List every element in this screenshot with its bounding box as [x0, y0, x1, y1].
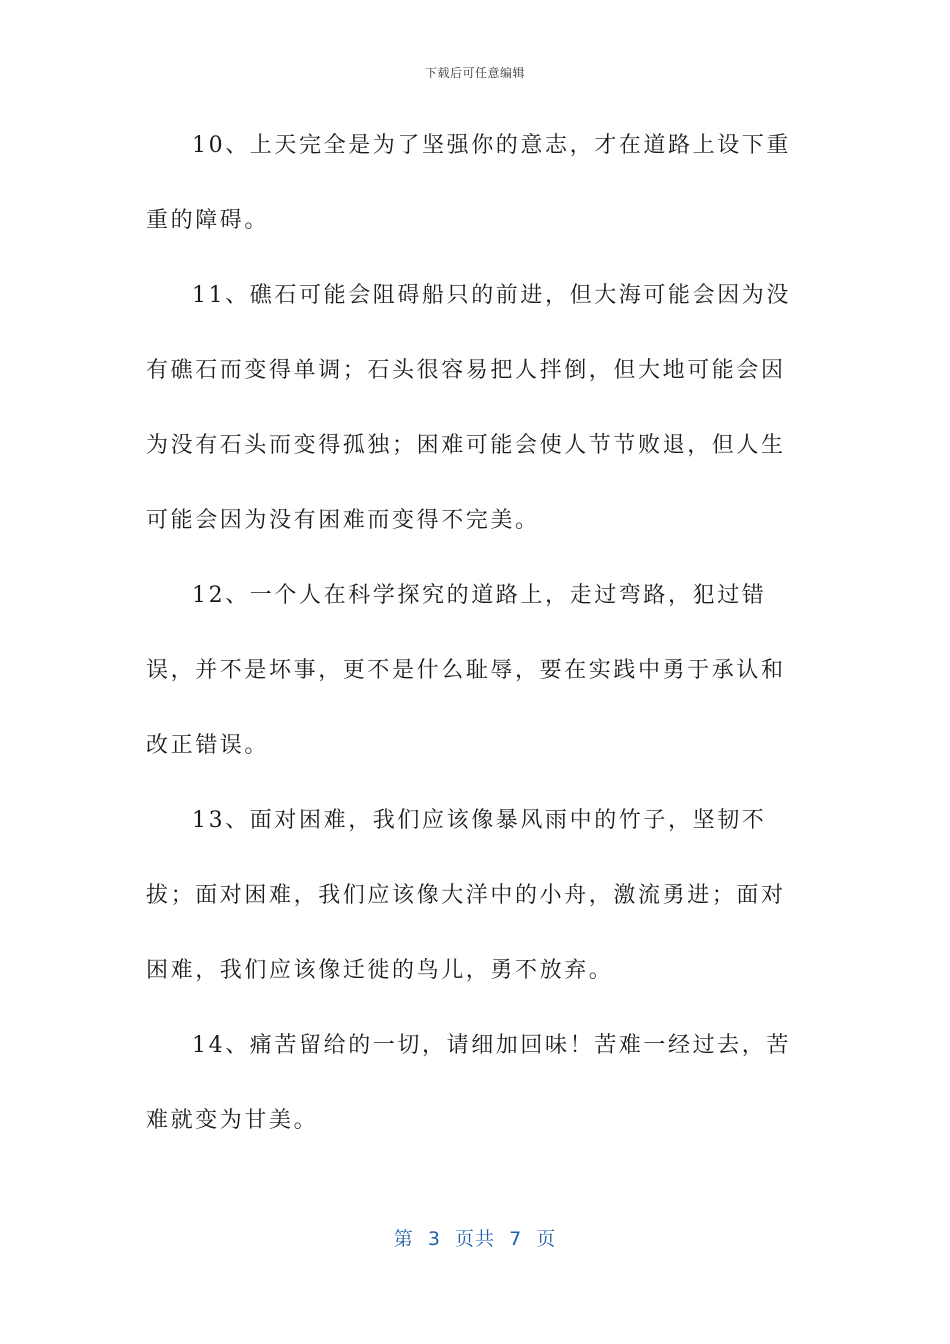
paragraph-10: 10、上天完全是为了坚强你的意志，才在道路上设下重重的障碍。 [146, 133, 791, 233]
paragraph-13: 13、面对困难，我们应该像暴风雨中的竹子，坚韧不拔；面对困难，我们应该像大洋中的小舟，激流勇进；面对困难，我们应该像迁徙的鸟儿，勇不放弃。 [146, 808, 786, 983]
paragraph-12: 12、一个人在科学探究的道路上，走过弯路，犯过错误，并不是坏事，更不是什么耻辱，要在实践中勇于承认和改正错误。 [146, 583, 786, 758]
page-number-footer: 第 3 页共 7 页 [393, 1228, 557, 1250]
document-body [146, 108, 794, 1158]
paragraph-11: 11、礁石可能会阻碍船只的前进，但大海可能会因为没有礁石而变得单调；石头很容易把人拌倒，但大地可能会因为没有石头而变得孤独；困难可能会使人节节败退，但人生可能会因为没有困难而变得不完美。 [146, 283, 791, 533]
page-header: 下载后可任意编辑 [424, 66, 525, 80]
paragraph-14: 14、痛苦留给的一切，请细加回味！苦难一经过去，苦难就变为甘美。 [146, 1033, 791, 1133]
